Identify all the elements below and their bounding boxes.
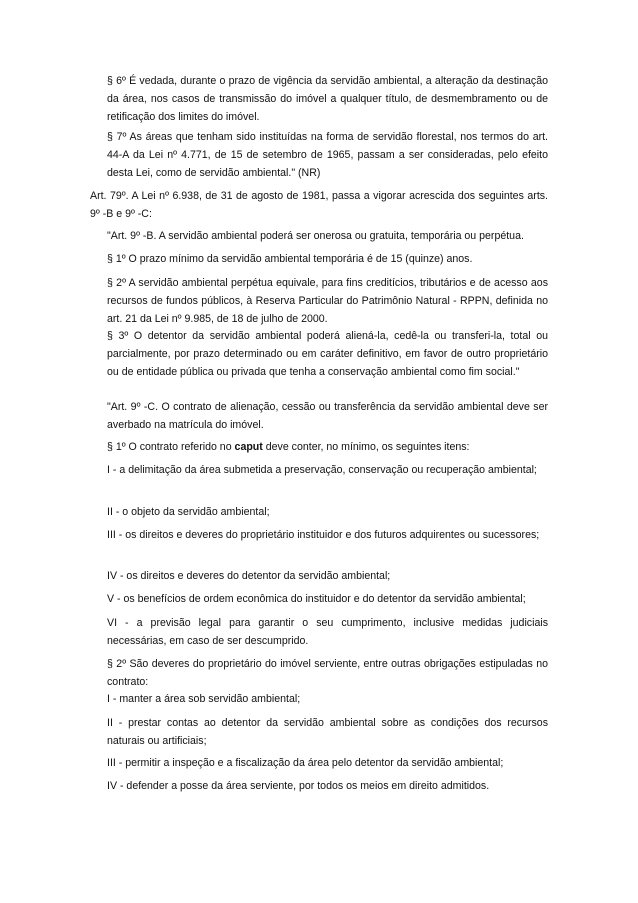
article-9c-par-2: § 2º São deveres do proprietário do imóvel serviente, entre outras obrigações estipuladas no contrato: <box>107 658 548 688</box>
article-9b: "Art. 9º -B. A servidão ambiental poderá ser onerosa ou gratuita, temporária ou perpétua. <box>107 230 524 242</box>
duty-i: I - manter a área sob servidão ambiental; <box>107 693 301 705</box>
article-79: Art. 79º. A Lei nº 6.938, de 31 de agosto de 1981, passa a vigorar acrescida dos seguintes arts. 9º -B e 9º -C: <box>90 190 548 220</box>
item-ii: II - o objeto da servidão ambiental; <box>107 506 270 518</box>
paragraph-6: § 6º É vedada, durante o prazo de vigência da servidão ambiental, a alteração da destinação da área, nos casos de transmissão do imóvel a qualquer título, de desmembramento ou de retificação dos limites do imóvel. <box>107 75 548 123</box>
paragraph-7: § 7º As áreas que tenham sido instituídas na forma de servidão florestal, nos termos do art. 44-A da Lei nº 4.771, de 15 de setembro de 1965, passam a ser consideradas, pelo efeito desta Lei, como de servidão ambiental." (NR) <box>107 131 548 179</box>
duty-ii: II - prestar contas ao detentor da servidão ambiental sobre as condições dos recursos naturais ou artificiais; <box>107 717 548 747</box>
item-iv: IV - os direitos e deveres do detentor da servidão ambiental; <box>107 570 391 582</box>
article-9b-par-3: § 3º O detentor da servidão ambiental poderá aliená-la, cedê-la ou transferi-la, total ou parcialmente, por prazo determinado ou em caráter definitivo, em favor de outro proprietário ou de entidade pública ou privada que tenha a conservação ambiental como fim social." <box>107 330 548 378</box>
item-v: V - os benefícios de ordem econômica do instituidor e do detentor da servidão ambiental; <box>107 593 526 605</box>
item-iii: III - os direitos e deveres do proprietário instituidor e dos futuros adquirentes ou sucessores; <box>107 529 540 541</box>
par-1-text-end: deve conter, no mínimo, os seguintes itens: <box>262 441 470 453</box>
article-9b-par-2: § 2º A servidão ambiental perpétua equivale, para fins creditícios, tributários e de acesso aos recursos de fundos públicos, à Reserva Particular do Patrimônio Natural - RPPN, definida no art. 21 da Lei nº 9.985, de 18 de julho de 2000. <box>107 277 548 325</box>
par-1-text-start: § 1º O contrato referido no <box>107 441 235 453</box>
article-9c-par-1 <box>107 438 548 456</box>
item-i: I - a delimitação da área submetida a preservação, conservação ou recuperação ambiental; <box>107 464 537 476</box>
duty-iii: III - permitir a inspeção e a fiscalização da área pelo detentor da servidão ambiental; <box>107 757 504 769</box>
caput-term: caput <box>234 441 263 453</box>
article-9c: "Art. 9º -C. O contrato de alienação, cessão ou transferência da servidão ambiental deve ser averbado na matrícula do imóvel. <box>107 401 548 431</box>
article-9b-par-1: § 1º O prazo mínimo da servidão ambiental temporária é de 15 (quinze) anos. <box>107 253 473 265</box>
duty-iv: IV - defender a posse da área serviente, por todos os meios em direito admitidos. <box>107 780 490 792</box>
item-vi: VI - a previsão legal para garantir o seu cumprimento, inclusive medidas judiciais necessárias, em caso de ser descumprido. <box>107 617 548 647</box>
